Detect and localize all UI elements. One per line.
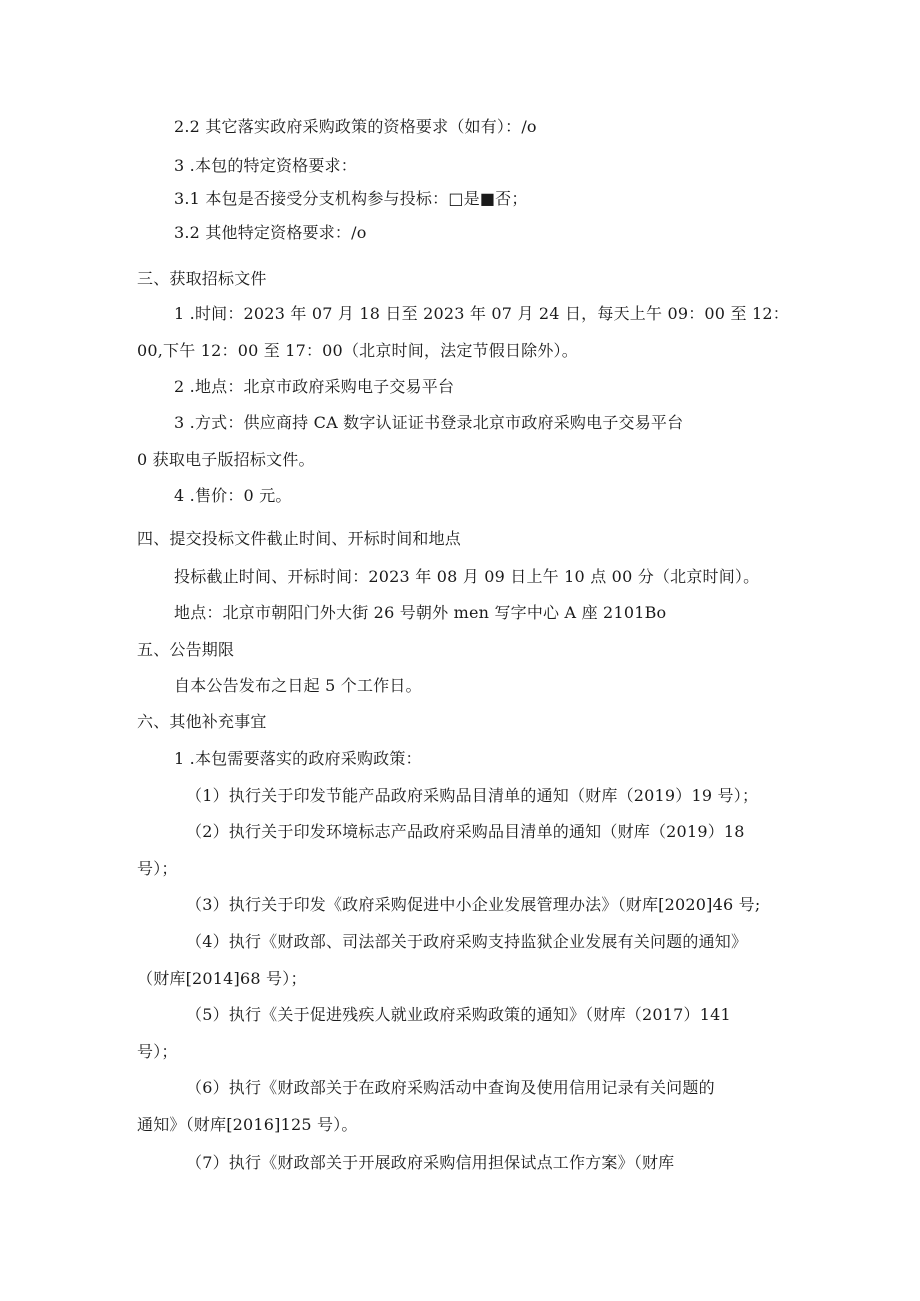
text-line-location: 地点：北京市朝阳门外大街 26 号朝外 men 写字中心 A 座 2101Bo xyxy=(174,603,667,622)
text-line-time: 1 .时间：2023 年 07 月 18 日至 2023 年 07 月 24 日，每天上午 09：00 至 12： xyxy=(174,304,789,323)
text-line-method: 3 .方式：供应商持 CA 数字认证证书登录北京市政府采购电子交易平台 xyxy=(174,413,684,432)
policy-item-5: （5）执行《关于促进残疾人就业政府采购政策的通知》（财库（2017）141 xyxy=(186,1005,731,1024)
section-heading-6: 六、其他补充事宜 xyxy=(137,712,267,731)
text-line-3-2: 3.2 其他特定资格要求：/o xyxy=(174,223,367,242)
policy-item-3: （3）执行关于印发《政府采购促进中小企业发展管理办法》（财库[2020]46 号; xyxy=(186,895,761,914)
text-line-price: 4 .售价：0 元。 xyxy=(174,486,292,505)
policy-item-5-cont: 号）； xyxy=(137,1042,178,1061)
text-line-time-cont: 00,下午 12：00 至 17：00（北京时间，法定节假日除外）。 xyxy=(137,341,578,360)
text-line-method-cont: 0 获取电子版招标文件。 xyxy=(137,450,315,469)
policy-item-7: （7）执行《财政部关于开展政府采购信用担保试点工作方案》（财库 xyxy=(186,1153,675,1172)
text-line-period: 自本公告发布之日起 5 个工作日。 xyxy=(174,676,422,695)
text-line-3-1: 3.1 本包是否接受分支机构参与投标：□是■否； xyxy=(174,189,528,208)
policy-item-4-cont: （财库[2014]68 号）； xyxy=(137,969,307,988)
text-line-deadline: 投标截止时间、开标时间：2023 年 08 月 09 日上午 10 点 00 分（北京时间）。 xyxy=(174,567,760,586)
section-heading-5: 五、公告期限 xyxy=(137,640,235,659)
section-heading-4: 四、提交投标文件截止时间、开标时间和地点 xyxy=(137,529,462,548)
policy-item-6: （6）执行《财政部关于在政府采购活动中查询及使用信用记录有关问题的 xyxy=(186,1078,715,1097)
text-line-policy: 1 .本包需要落实的政府采购政策： xyxy=(174,749,422,768)
text-line-3: 3 .本包的特定资格要求： xyxy=(174,156,357,175)
policy-item-2-cont: 号）； xyxy=(137,859,178,878)
section-heading-3: 三、获取招标文件 xyxy=(137,269,267,288)
text-line-2-2: 2.2 其它落实政府采购政策的资格要求（如有）：/o xyxy=(174,117,537,136)
policy-item-6-cont: 通知》（财库[2016]125 号）。 xyxy=(137,1115,358,1134)
text-line-place: 2 .地点：北京市政府采购电子交易平台 xyxy=(174,377,455,396)
policy-item-4: （4）执行《财政部、司法部关于政府采购支持监狱企业发展有关问题的通知》 xyxy=(186,932,748,951)
policy-item-2: （2）执行关于印发环境标志产品政府采购品目清单的通知（财库（2019）18 xyxy=(186,822,745,841)
policy-item-1: （1）执行关于印发节能产品政府采购品目清单的通知（财库（2019）19 号）； xyxy=(186,786,759,805)
